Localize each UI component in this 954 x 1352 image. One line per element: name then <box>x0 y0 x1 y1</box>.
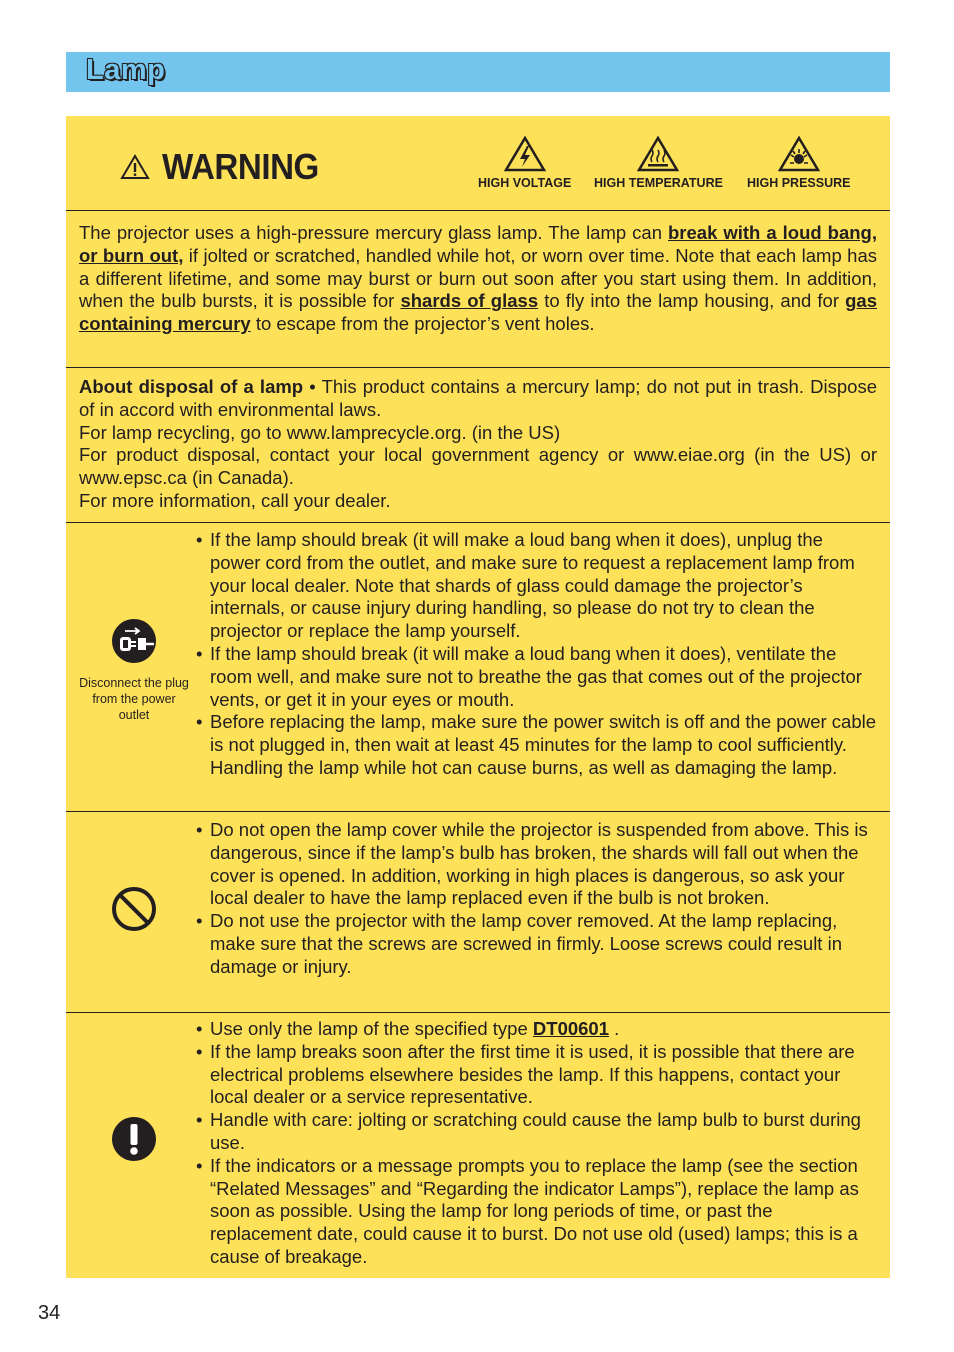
intro-paragraph <box>79 222 877 336</box>
disposal-text: • This product contains a mercury lamp; do not put in trash. Dispose of in accord with environmental laws. <box>79 376 878 420</box>
disposal-text: For product disposal, contact your local government agency or www.eiae.org (in the US) or www.epsc.ca (in Canada). <box>79 444 877 489</box>
divider <box>66 522 890 523</box>
disposal-text: For lamp recycling, go to www.lamprecycle.org. (in the US) <box>79 421 561 443</box>
warning-header <box>120 146 333 188</box>
hazard-high-temperature <box>594 136 723 190</box>
divider <box>66 811 890 812</box>
list-item: • If the lamp breaks soon after the first time it is used, it is possible that there are electrical problems elsewhere besides the lamp. If this happens, contact your local dealer or a service representative. <box>196 1041 878 1109</box>
emphasis-text: gas containing mercury <box>79 290 878 335</box>
exclamation-icon <box>111 1116 157 1162</box>
unplug-caption: Disconnect the plug from the power outlet <box>79 676 189 722</box>
disposal-heading: About disposal of a lamp <box>79 376 304 397</box>
hazard-high-voltage <box>478 136 571 190</box>
emphasis-text: break with a loud bang, or burn out, <box>79 222 877 266</box>
list-item-text: . <box>609 1018 620 1039</box>
prohibited-icon <box>111 886 157 932</box>
list-item: • Handle with care: jolting or scratching could cause the lamp bulb to burst during use. <box>196 1109 878 1155</box>
prohibited-icon-column <box>78 886 190 937</box>
divider <box>66 210 890 211</box>
list-item: • If the lamp should break (it will make a loud bang when it does), ventilate the room well, and make sure not to breathe the gas that comes out of the projector vents, or get it in your eyes or mouth. <box>196 643 878 711</box>
intro-text: to escape from the projector’s vent holes. <box>250 313 595 335</box>
unplug-icon <box>111 618 157 664</box>
list-item-text: Use only the lamp of the specified type <box>210 1018 533 1039</box>
disposal-line <box>79 376 877 422</box>
high-temperature-icon <box>637 136 679 172</box>
prohibited-list <box>196 819 878 979</box>
list-item: • Do not use the projector with the lamp cover removed. At the lamp replacing, make sure that the screws are screwed in firmly. Loose screws could result in damage or injury. <box>196 910 878 978</box>
caution-list <box>196 1018 878 1269</box>
unplug-icon-column <box>78 618 190 723</box>
warning-triangle-icon <box>120 154 150 180</box>
emphasis-text: shards of glass <box>400 290 539 312</box>
lamp-type-label: DT00601 <box>532 1018 610 1039</box>
disposal-paragraph <box>79 376 877 513</box>
intro-text: if jolted or scratched, handled while hot, or worn over time. Note that each lamp has a different lifetime, and some may burst or burn out soon after you start using them. In addition, when the bulb bursts, it is possible for <box>79 244 877 312</box>
intro-text: The projector uses a high-pressure mercury glass lamp. The lamp can <box>79 222 668 243</box>
list-item: • If the lamp should break (it will make a loud bang when it does), unplug the power cord from the outlet, and make sure to request a replacement lamp from your local dealer. Note that shards of glass could damage the projector’s internals, or cause injury during handling, so please do not try to clean the projector or replace the lamp yourself. <box>196 529 878 643</box>
caution-icon-column <box>78 1116 190 1167</box>
list-item <box>196 1018 878 1041</box>
list-item: • Do not open the lamp cover while the projector is suspended from above. This is dangerous, since if the lamp’s bulb has broken, the shards will fall out when the cover is opened. In addition, working in high places is dangerous, so ask your local dealer to have the lamp replaced even if the bulb is not broken. <box>196 819 878 910</box>
high-pressure-icon <box>778 136 820 172</box>
disposal-text: For more information, call your dealer. <box>79 489 391 511</box>
hazard-label: HIGH VOLTAGE <box>478 176 572 190</box>
list-item: • If the indicators or a message prompts you to replace the lamp (see the section “Related Messages” and “Regarding the indicator Lamps”), replace the lamp as soon as possible. Using the lamp for long periods of time, or past the replacement date, could cause it to burst. Do not use old (used) lamps; this is a cause of breakage. <box>196 1155 878 1269</box>
intro-text: to fly into the lamp housing, and for <box>538 290 846 312</box>
page-title: Lamp <box>86 54 166 86</box>
hazard-label: HIGH PRESSURE <box>747 176 851 190</box>
section-title-bar <box>66 52 890 92</box>
divider <box>66 367 890 368</box>
page-number: 34 <box>38 1302 61 1324</box>
hazard-label: HIGH TEMPERATURE <box>594 176 723 190</box>
high-voltage-icon <box>504 136 546 172</box>
unplug-list <box>196 529 878 780</box>
divider <box>66 1012 890 1013</box>
list-item: • Before replacing the lamp, make sure the power switch is off and the power cable is not plugged in, then wait at least 45 minutes for the lamp to cool sufficiently. Handling the lamp while hot can cause burns, as well as damaging the lamp. <box>196 711 878 779</box>
hazard-high-pressure <box>747 136 851 190</box>
warning-label: WARNING <box>162 146 319 187</box>
